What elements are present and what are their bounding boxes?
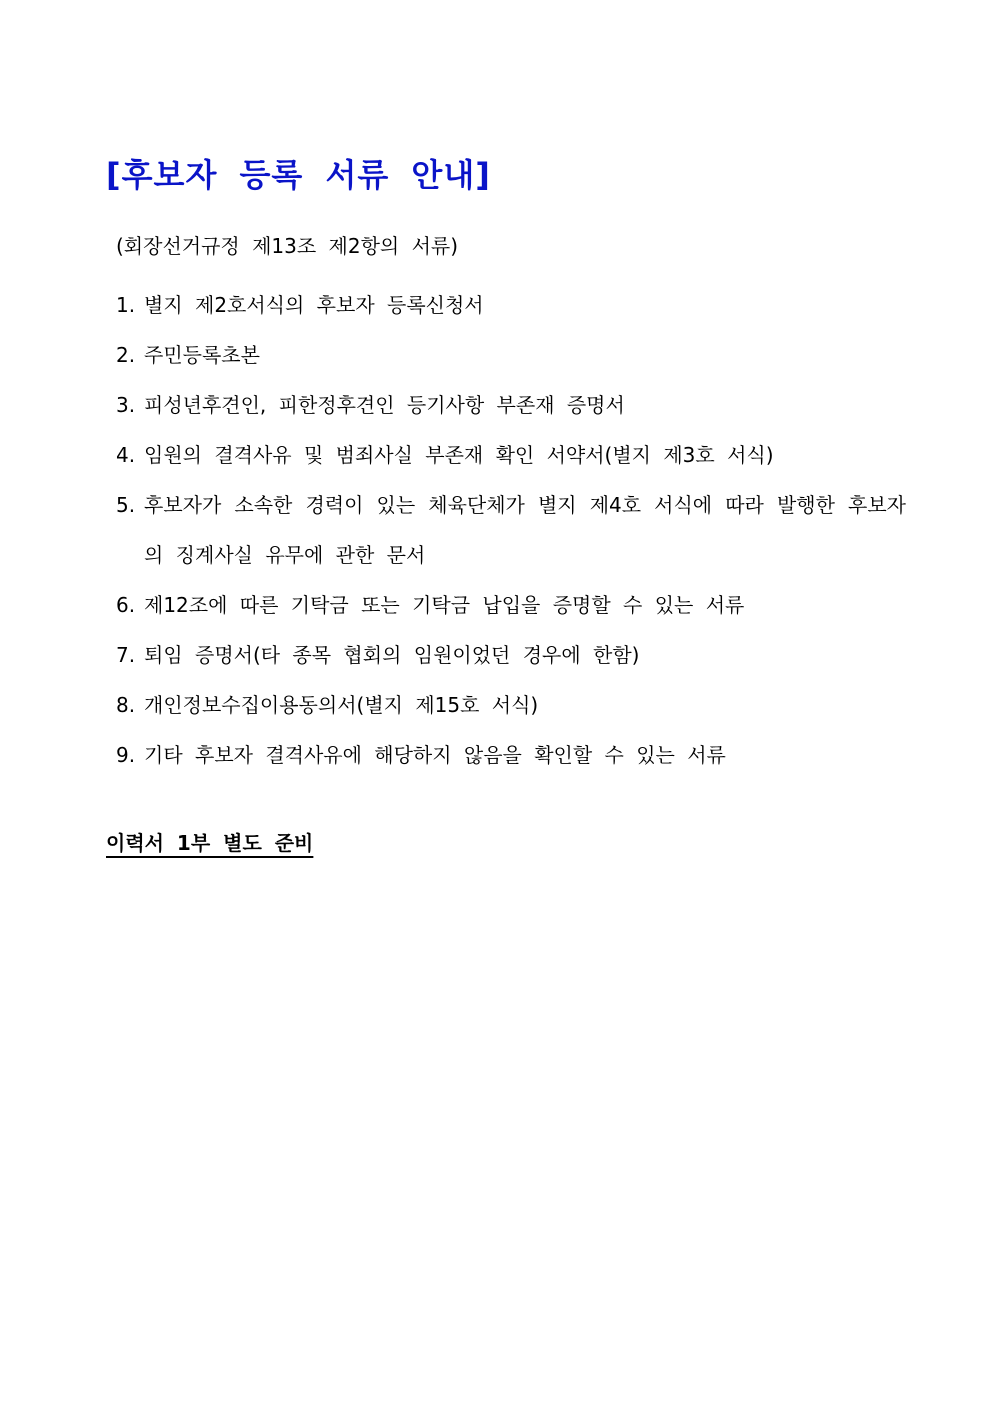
list-item [116, 730, 906, 780]
list-item-text: 개인정보수집이용동의서(별지 제15호 서식) [144, 693, 539, 717]
list-item [116, 680, 906, 730]
list-item-text: 후보자가 소속한 경력이 있는 체육단체가 별지 제4호 서식에 따라 발행한 후보자의 징계사실 유무에 관한 문서 [144, 493, 906, 567]
list-item-number: 6. [116, 593, 136, 617]
list-item-number: 4. [116, 443, 136, 467]
list-item [116, 330, 906, 380]
list-item-text: 기타 후보자 결격사유에 해당하지 않음을 확인할 수 있는 서류 [144, 743, 726, 767]
list-item [116, 630, 906, 680]
list-item-text: 퇴임 증명서(타 종목 협회의 임원이었던 경우에 한함) [144, 643, 640, 667]
list-item [116, 480, 906, 580]
list-item-text: 제12조에 따른 기탁금 또는 기탁금 납입을 증명할 수 있는 서류 [144, 593, 745, 617]
list-item-number: 2. [116, 343, 136, 367]
requirements-list [116, 280, 906, 780]
document-title: [후보자 등록 서류 안내] [106, 156, 491, 194]
list-item-number: 8. [116, 693, 136, 717]
list-item [116, 380, 906, 430]
list-item-text: 별지 제2호서식의 후보자 등록신청서 [144, 293, 484, 317]
list-item-text: 주민등록초본 [144, 343, 260, 367]
list-item [116, 430, 906, 480]
regulation-reference: (회장선거규정 제13조 제2항의 서류) [116, 234, 459, 258]
list-item-number: 1. [116, 293, 136, 317]
list-item [116, 280, 906, 330]
list-item-number: 7. [116, 643, 136, 667]
list-item-number: 5. [116, 493, 136, 517]
list-item-number: 9. [116, 743, 136, 767]
list-item-text: 피성년후견인, 피한정후견인 등기사항 부존재 증명서 [144, 393, 625, 417]
list-item-text: 임원의 결격사유 및 범죄사실 부존재 확인 서약서(별지 제3호 서식) [144, 443, 774, 467]
resume-note: 이력서 1부 별도 준비 [106, 831, 314, 855]
list-item-number: 3. [116, 393, 136, 417]
list-item [116, 580, 906, 630]
